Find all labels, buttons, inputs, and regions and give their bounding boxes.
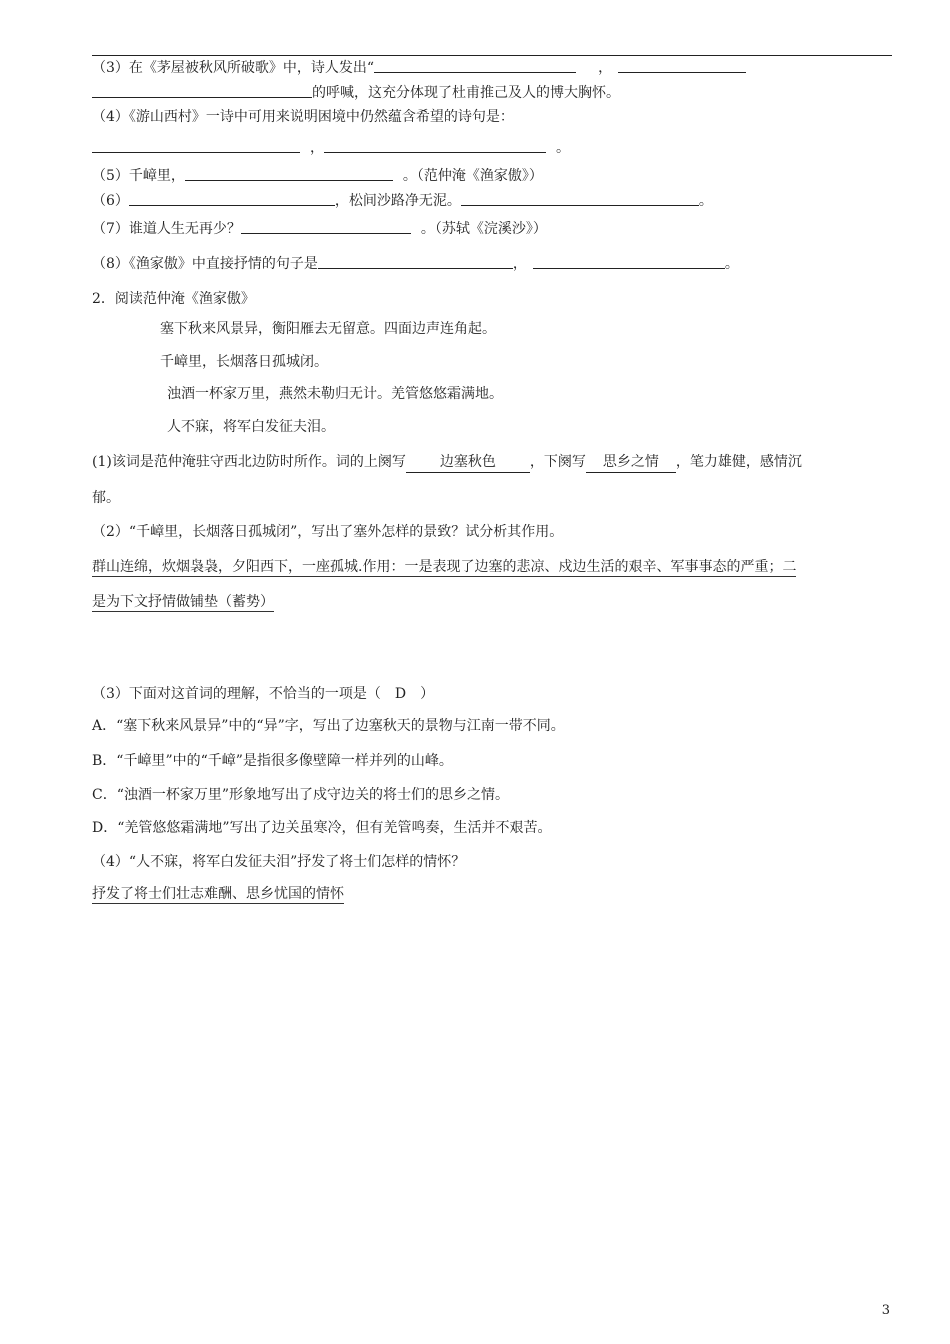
option-b: B．“千嶂里”中的“千嶂”是指很多像壁障一样并列的山峰。	[92, 753, 453, 769]
question-8: （8）《渔家傲》中直接抒情的句子是 ， 。	[92, 253, 739, 274]
blank[interactable]	[461, 190, 699, 206]
answer-upper-stanza: 边塞秋色	[406, 452, 530, 473]
option-a: A．“塞下秋来风景异”中的“异”字，写出了边塞秋天的景物与江南一带不同。	[92, 718, 565, 734]
blank[interactable]	[618, 57, 746, 73]
answer-4: 抒发了将士们壮志难酬、思乡忧国的情怀	[92, 886, 344, 902]
section-heading: 2．阅读范仲淹《渔家傲》	[92, 291, 255, 307]
question-5: （5）千嶂里， 。（范仲淹《渔家傲》）	[92, 165, 543, 186]
option-c: C．“浊酒一杯家万里”形象地写出了戍守边关的将士们的思乡之情。	[92, 787, 510, 803]
blank[interactable]	[324, 137, 546, 153]
subquestion-1: (1)该词是范仲淹驻守西北边防时所作。词的上阕写 边塞秋色 ，下阕写 思乡之情 ，笔力雄健，感情沉	[92, 452, 802, 473]
blank[interactable]	[318, 253, 513, 269]
answer-lower-stanza: 思乡之情	[586, 452, 676, 473]
blank[interactable]	[92, 82, 312, 98]
question-3-cont: 的呼喊，这充分体现了杜甫推己及人的博大胸怀。	[92, 82, 620, 103]
subquestion-4: （4）“人不寐，将军白发征夫泪”抒发了将士们怎样的情怀？	[92, 854, 466, 870]
page-number: 3	[881, 1303, 890, 1318]
question-4: （4）《游山西村》一诗中可用来说明困境中仍然蕴含希望的诗句是：	[92, 109, 514, 125]
poem-line: 浊酒一杯家万里，燕然未勒归无计。羌管悠悠霜满地。	[167, 386, 503, 402]
blank[interactable]	[92, 137, 300, 153]
answer-2-line-2: 是为下文抒情做铺垫（蓄势）	[92, 594, 274, 610]
blank[interactable]	[241, 218, 411, 234]
blank[interactable]	[374, 57, 576, 73]
question-4-blanks: ， 。	[92, 137, 570, 158]
poem-line: 千嶂里，长烟落日孤城闭。	[160, 354, 328, 370]
header-rule	[92, 55, 892, 56]
question-7: （7）谁道人生无再少？ 。（苏轼《浣溪沙》）	[92, 218, 547, 239]
answer-2-line-1: 群山连绵，炊烟袅袅，夕阳西下，一座孤城.作用：一是表现了边塞的悲凉、戍边生活的艰辛、军事事态的严重；二	[92, 559, 797, 575]
poem-line: 人不寐，将军白发征夫泪。	[167, 419, 335, 435]
blank[interactable]	[129, 190, 335, 206]
subquestion-2: （2）“千嶂里，长烟落日孤城闭”，写出了塞外怎样的景致？试分析其作用。	[92, 524, 564, 540]
option-d: D．“羌管悠悠霜满地”写出了边关虽寒冷，但有羌管鸣奏，生活并不艰苦。	[92, 820, 552, 836]
blank[interactable]	[533, 253, 725, 269]
subquestion-3: （3）下面对这首词的理解，不恰当的一项是（ D ）	[92, 686, 435, 702]
poem-line: 塞下秋来风景异，衡阳雁去无留意。四面边声连角起。	[160, 321, 496, 337]
subquestion-1-wrap: 郁。	[92, 490, 120, 506]
question-6: （6） ，松间沙路净无泥。 。	[92, 190, 713, 211]
question-3: （3）在《茅屋被秋风所破歌》中，诗人发出“ ，	[92, 57, 746, 78]
blank[interactable]	[185, 165, 393, 181]
